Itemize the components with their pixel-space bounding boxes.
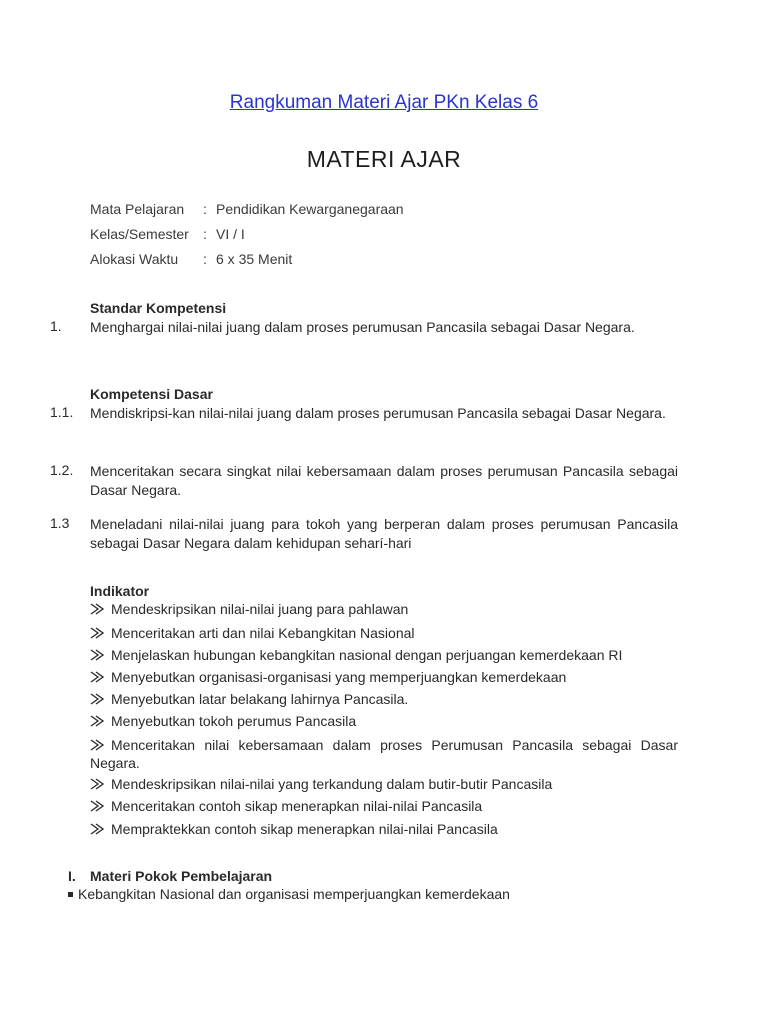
indikator-item [90, 736, 678, 772]
kd-item-text: Meneladani nilai-nilai juang para tokoh yang berperan dalam proses perumusan Pancasila sebagai Dasar Negara dalam kehidupan seharí-hari [90, 516, 678, 551]
arrow-bullet-icon [90, 627, 104, 639]
indikator-item [90, 601, 408, 617]
meta-colon: : [203, 201, 207, 217]
indikator-item-text: Menyebutkan tokoh perumus Pancasila [111, 713, 357, 729]
indikator-item-text: Menceritakan nilai kebersamaan dalam proses Perumusan Pancasila sebagai Dasar Negara. [90, 737, 678, 771]
meta-label-class: Kelas/Semester [90, 226, 189, 242]
indikator-item [90, 647, 622, 663]
meta-colon: : [203, 251, 207, 267]
arrow-bullet-icon [90, 800, 104, 812]
materi-bullet-text: Kebangkitan Nasional dan organisasi memperjuangkan kemerdekaan [78, 886, 510, 902]
meta-colon: : [203, 226, 207, 242]
arrow-bullet-icon [90, 739, 104, 751]
standar-kompetensi-heading: Standar Kompetensi [90, 300, 227, 316]
kd-item-number: 1.3 [50, 515, 70, 531]
arrow-bullet-icon [90, 603, 104, 615]
indikator-item [90, 691, 408, 707]
kd-item-text: Mendiskripsi-kan nilai-nilai juang dalam proses perumusan Pancasila sebagai Dasar Negara. [90, 405, 666, 421]
page-heading: MATERI AJAR [306, 146, 462, 172]
indikator-item-text: Menceritakan contoh sikap menerapkan nilai-nilai Pancasila [111, 798, 483, 814]
indikator-item-text: Mendeskripsikan nilai-nilai yang terkandung dalam butir-butir Pancasila [111, 776, 553, 792]
indikator-item [90, 713, 356, 729]
materi-number: I. [68, 868, 76, 884]
arrow-bullet-icon [90, 671, 104, 683]
indikator-item-text: Menjelaskan hubungan kebangkitan nasional dengan perjuangan kemerdekaan RI [111, 647, 623, 663]
square-bullet-icon [68, 892, 73, 897]
sk-item-text: Menghargai nilai-nilai juang dalam proses perumusan Pancasila sebagai Dasar Negara. [90, 319, 635, 335]
indikator-item-text: Mempraktekkan contoh sikap menerapkan nilai-nilai Pancasila [111, 821, 498, 837]
indikator-item [90, 821, 498, 837]
meta-label-time: Alokasi Waktu [90, 251, 179, 267]
meta-value-time: 6 x 35 Menit [216, 251, 293, 267]
meta-label-subject: Mata Pelajaran [90, 201, 185, 217]
kompetensi-dasar-heading: Kompetensi Dasar [90, 386, 213, 402]
sk-item-number: 1. [50, 318, 62, 334]
arrow-bullet-icon [90, 649, 104, 661]
materi-pokok-heading: Materi Pokok Pembelajaran [90, 868, 273, 884]
arrow-bullet-icon [90, 778, 104, 790]
indikator-item [90, 776, 552, 792]
meta-value-subject: Pendidikan Kewarganegaraan [216, 201, 404, 217]
indikator-heading: Indikator [90, 583, 150, 599]
kd-item-number: 1.2. [50, 462, 74, 478]
indikator-item-text: Menyebutkan organisasi-organisasi yang memperjuangkan kemerdekaan [111, 669, 567, 685]
kd-item-text: Menceritakan secara singkat nilai kebersamaan dalam proses perumusan Pancasila sebagai Dasar Negara. [90, 463, 678, 498]
indikator-item-text: Menyebutkan latar belakang lahirnya Pancasila. [111, 691, 409, 707]
indikator-item-text: Menceritakan arti dan nilai Kebangkitan Nasional [111, 625, 415, 641]
indikator-item [90, 798, 482, 814]
document-title-link[interactable]: Rangkuman Materi Ajar PKn Kelas 6 [229, 92, 539, 113]
meta-value-class: VI / I [216, 226, 245, 242]
arrow-bullet-icon [90, 693, 104, 705]
indikator-item [90, 625, 415, 641]
kd-item-number: 1.1. [50, 404, 74, 420]
indikator-item-text: Mendeskripsikan nilai-nilai juang para pahlawan [111, 601, 409, 617]
indikator-item [90, 669, 566, 685]
materi-bullet-item [68, 886, 510, 902]
arrow-bullet-icon [90, 823, 104, 835]
arrow-bullet-icon [90, 715, 104, 727]
